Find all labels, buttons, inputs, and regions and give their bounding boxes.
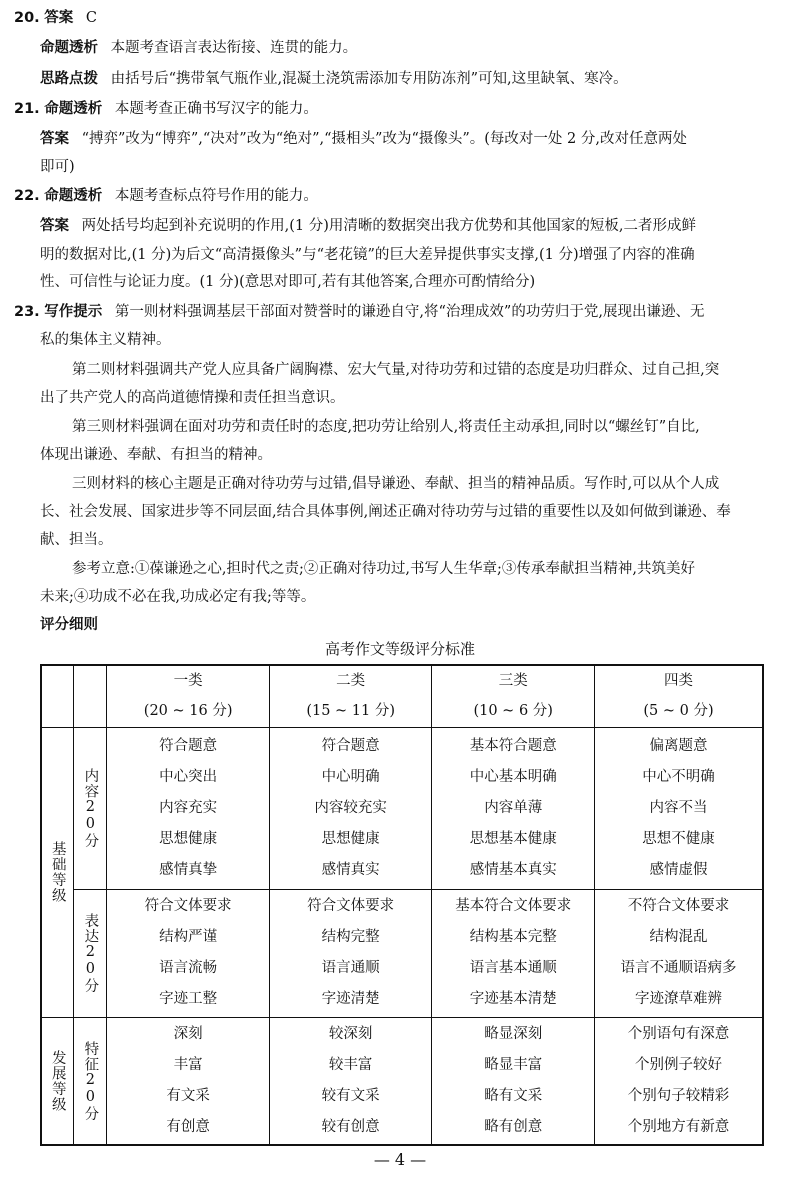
feature-class-2 xyxy=(269,1017,432,1145)
criterion: 符合题意 xyxy=(321,737,380,754)
q23-tip-label: 写作提示 xyxy=(44,304,103,320)
corner-cell-1 xyxy=(41,665,74,727)
criterion: 符合文体要求 xyxy=(144,898,232,914)
criterion: 略显丰富 xyxy=(484,1056,543,1073)
q21-analysis-label: 命题透析 xyxy=(44,101,103,117)
criterion: 中心基本明确 xyxy=(469,768,557,785)
q20-answer-label: 答案 xyxy=(44,10,74,26)
criterion: 中心不明确 xyxy=(642,768,715,785)
header-range: (15 ~ 11 分) xyxy=(306,703,396,720)
criterion: 中心明确 xyxy=(321,768,380,785)
q22-answer-line-2: 明的数据对比,(1 分)为后文“高清摄像头”与“老花镜”的巨大差异提供事实支撑,(1 分)增强了内容的准确 xyxy=(40,247,695,263)
expression-label-cell xyxy=(74,889,107,1017)
q21-answer-line-2: 即可) xyxy=(40,159,75,175)
q23-p3-1: 第三则材料强调在面对功劳和责任时的态度,把功劳让给别人,将责任主动承担,同时以“螺丝钉”自比, xyxy=(72,419,700,435)
criterion: 感情虚假 xyxy=(649,861,708,878)
criterion: 内容不当 xyxy=(649,799,708,816)
dev-level-cell xyxy=(41,1017,74,1145)
q22-answer-line-3: 性、可信性与论证力度。(1 分)(意思对即可,若有其他答案,合理亦可酌情给分) xyxy=(40,274,536,290)
criterion: 较有文采 xyxy=(321,1087,380,1104)
content-class-1 xyxy=(107,727,270,889)
criterion: 较深刻 xyxy=(328,1025,373,1042)
grading-table xyxy=(40,664,764,1146)
criterion: 字迹基本清楚 xyxy=(469,991,557,1007)
rubric-label: 评分细则 xyxy=(40,617,98,633)
corner-cell-2 xyxy=(74,665,107,727)
content-class-3 xyxy=(432,727,595,889)
q22-analysis-label: 命题透析 xyxy=(44,188,103,204)
expression-row xyxy=(41,889,763,1017)
expression-class-3 xyxy=(432,889,595,1017)
criterion: 语言不通顺语病多 xyxy=(620,960,737,976)
criterion: 结构严谨 xyxy=(159,929,218,945)
criterion: 偏离题意 xyxy=(649,737,708,754)
q23-p2-2: 出了共产党人的高尚道德情操和责任担当意识。 xyxy=(40,390,345,406)
criterion: 略显深刻 xyxy=(484,1025,543,1042)
q20-answer: C xyxy=(85,10,98,26)
criterion: 略有文采 xyxy=(484,1087,543,1104)
q20-analysis: 本题考查语言表达衔接、连贯的能力。 xyxy=(110,40,358,56)
feature-class-4 xyxy=(594,1017,763,1145)
expression-class-1 xyxy=(107,889,270,1017)
criterion: 字迹潦草难辨 xyxy=(634,991,722,1007)
criterion: 略有创意 xyxy=(484,1118,543,1135)
feature-row xyxy=(41,1017,763,1145)
criterion: 较有创意 xyxy=(321,1118,380,1135)
header-class-3 xyxy=(432,665,595,727)
q20-answer-line xyxy=(14,8,97,28)
table-title: 高考作文等级评分标准 xyxy=(324,640,475,658)
q22-analysis-line xyxy=(14,186,318,206)
content-label: 内容20分 xyxy=(82,767,99,849)
content-class-4 xyxy=(594,727,763,889)
criterion: 符合文体要求 xyxy=(307,898,395,914)
q20-analysis-label: 命题透析 xyxy=(40,40,98,56)
expression-label: 表达20分 xyxy=(82,912,99,994)
q22-number: 22. xyxy=(14,188,40,204)
header-class-2 xyxy=(269,665,432,727)
criterion: 感情真挚 xyxy=(159,861,218,878)
criterion: 符合题意 xyxy=(159,737,218,754)
q23-p4-1: 三则材料的核心主题是正确对待功劳与过错,倡导谦逊、奉献、担当的精神品质。写作时,可以从个人成 xyxy=(72,476,720,492)
criterion: 感情基本真实 xyxy=(469,861,557,878)
header-class-4 xyxy=(594,665,763,727)
content-class-2 xyxy=(269,727,432,889)
header-class-1 xyxy=(107,665,270,727)
criterion: 基本符合题意 xyxy=(469,737,557,754)
feature-label: 特征20分 xyxy=(82,1040,99,1121)
criterion: 内容单薄 xyxy=(484,799,543,816)
criterion: 结构混乱 xyxy=(649,929,708,945)
header-name: 三类 xyxy=(498,673,528,690)
header-range: (10 ~ 6 分) xyxy=(473,703,553,720)
q21-answer-label: 答案 xyxy=(40,131,69,147)
header-name: 一类 xyxy=(173,673,203,690)
q20-hint-line xyxy=(40,69,628,89)
q21-analysis-line xyxy=(14,99,318,119)
criterion: 个别地方有新意 xyxy=(627,1118,730,1135)
dev-level-label: 发展等级 xyxy=(49,1049,66,1112)
q22-answer-1: 两处括号均起到补充说明的作用,(1 分)用清晰的数据突出我方优势和其他国家的短板,二者形成鲜 xyxy=(81,218,696,234)
feature-class-3 xyxy=(432,1017,595,1145)
content-label-cell xyxy=(74,727,107,889)
criterion: 结构完整 xyxy=(321,929,380,945)
q20-hint-label: 思路点拨 xyxy=(40,71,98,87)
criterion: 中心突出 xyxy=(159,768,218,785)
feature-label-cell xyxy=(74,1017,107,1145)
q22-answer-line xyxy=(40,216,696,236)
criterion: 内容充实 xyxy=(159,799,218,816)
expression-class-4 xyxy=(594,889,763,1017)
q21-answer-1: “搏弈”改为“博弈”,“决对”改为“绝对”,“摄相头”改为“摄像头”。(每改对一处 2 分,改对任意两处 xyxy=(81,131,687,147)
criterion: 思想健康 xyxy=(159,830,218,847)
criterion: 内容较充实 xyxy=(314,799,387,816)
table-header-row xyxy=(41,665,763,727)
header-range: (5 ~ 0 分) xyxy=(643,703,714,720)
q20-hint: 由括号后“携带氧气瓶作业,混凝土浇筑需添加专用防冻剂”可知,这里缺氧、寒冷。 xyxy=(110,71,628,87)
criterion: 语言基本通顺 xyxy=(469,960,557,976)
q23-tip-line xyxy=(14,302,704,322)
criterion: 个别句子较精彩 xyxy=(627,1087,730,1104)
criterion: 思想基本健康 xyxy=(469,830,557,847)
header-name: 四类 xyxy=(663,673,693,690)
criterion: 思想不健康 xyxy=(642,830,715,847)
q23-p5-1: 参考立意:①葆谦逊之心,担时代之责;②正确对待功过,书写人生华章;③传承奉献担当精神,共筑美好 xyxy=(72,561,695,577)
basic-level-cell xyxy=(41,727,74,1017)
q23-p1-1: 第一则材料强调基层干部面对赞誉时的谦逊自守,将“治理成效”的功劳归于党,展现出谦逊、无 xyxy=(114,304,705,320)
q23-p4-3: 献、担当。 xyxy=(40,532,113,548)
q20-analysis-line xyxy=(40,38,357,58)
criterion: 有文采 xyxy=(166,1087,210,1104)
q23-p5-2: 未来;④功成不必在我,功成必定有我;等等。 xyxy=(40,589,316,605)
expression-class-2 xyxy=(269,889,432,1017)
q23-p4-2: 长、社会发展、国家进步等不同层面,结合具体事例,阐述正确对待功劳与过错的重要性以及如何做到谦逊、奉 xyxy=(40,504,731,520)
q23-p3-2: 体现出谦逊、奉献、有担当的精神。 xyxy=(40,447,272,463)
q23-p2-1: 第二则材料强调共产党人应具备广阔胸襟、宏大气量,对待功劳和过错的态度是功归群众、过自己担,突 xyxy=(72,362,720,378)
content-row xyxy=(41,727,763,889)
criterion: 字迹清楚 xyxy=(321,991,380,1007)
criterion: 深刻 xyxy=(173,1025,203,1042)
criterion: 基本符合文体要求 xyxy=(455,898,572,914)
criterion: 不符合文体要求 xyxy=(627,898,730,914)
criterion: 字迹工整 xyxy=(159,991,218,1007)
q23-p1-2: 私的集体主义精神。 xyxy=(40,332,171,348)
header-name: 二类 xyxy=(336,673,366,690)
criterion: 个别例子较好 xyxy=(634,1056,722,1073)
criterion: 结构基本完整 xyxy=(469,929,557,945)
criterion: 感情真实 xyxy=(321,861,380,878)
page-number: — 4 — xyxy=(373,1150,427,1169)
criterion: 丰富 xyxy=(173,1056,203,1073)
feature-class-1 xyxy=(107,1017,270,1145)
q21-number: 21. xyxy=(14,101,40,117)
criterion: 较丰富 xyxy=(328,1056,373,1073)
basic-level-label: 基础等级 xyxy=(49,841,66,903)
criterion: 思想健康 xyxy=(321,830,380,847)
header-range: (20 ~ 16 分) xyxy=(143,703,233,720)
q21-analysis: 本题考查正确书写汉字的能力。 xyxy=(114,101,318,117)
criterion: 个别语句有深意 xyxy=(627,1025,730,1042)
criterion: 有创意 xyxy=(166,1118,210,1135)
q21-answer-line xyxy=(40,129,687,149)
q22-answer-label: 答案 xyxy=(40,218,69,234)
q22-analysis: 本题考查标点符号作用的能力。 xyxy=(114,188,318,204)
q23-number: 23. xyxy=(14,304,40,320)
criterion: 语言流畅 xyxy=(159,960,218,976)
q20-number: 20. xyxy=(14,10,40,26)
criterion: 语言通顺 xyxy=(321,960,380,976)
